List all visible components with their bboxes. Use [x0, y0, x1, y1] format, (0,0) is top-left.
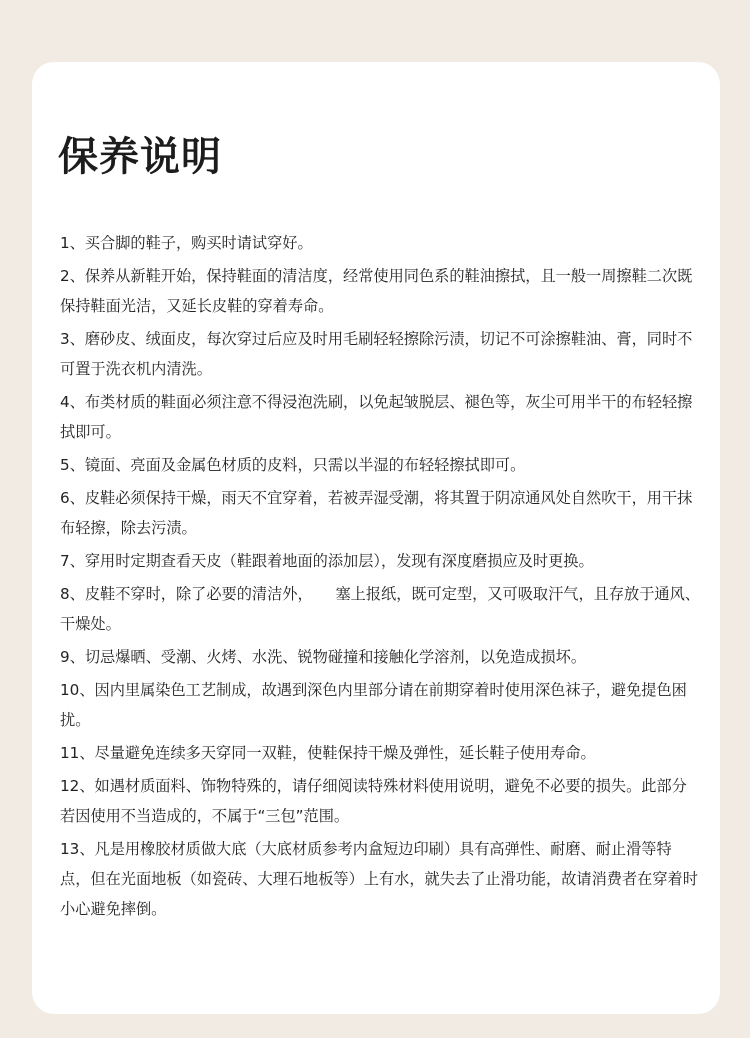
- instruction-item-5: 5、镜面、亮面及金属色材质的皮料，只需以半湿的布轻轻擦拭即可。: [60, 456, 526, 474]
- instruction-item-2: 2、保养从新鞋开始，保持鞋面的清洁度，经常使用同色系的鞋油擦拭，且一般一周擦鞋二次既保持鞋面光洁，又延长皮鞋的穿着寿命。: [60, 267, 693, 315]
- page-title: 保养说明: [58, 134, 222, 180]
- instruction-item-4: 4、布类材质的鞋面必须注意不得浸泡洗刷，以免起皱脱层、褪色等，灰尘可用半干的布轻轻擦拭即可。: [60, 393, 693, 441]
- instructions-list: [60, 228, 700, 927]
- instruction-item-3: 3、磨砂皮、绒面皮，每次穿过后应及时用毛刷轻轻擦除污渍，切记不可涂擦鞋油、膏，同时不可置于洗衣机内清洗。: [60, 330, 693, 378]
- instruction-item-11: 11、尽量避免连续多天穿同一双鞋，使鞋保持干燥及弹性，延长鞋子使用寿命。: [60, 744, 596, 762]
- instruction-item-6: 6、皮鞋必须保持干燥，雨天不宜穿着，若被弄湿受潮，将其置于阴凉通风处自然吹干，用干抹布轻擦，除去污渍。: [60, 489, 693, 537]
- instruction-item-7: 7、穿用时定期查看天皮（鞋跟着地面的添加层），发现有深度磨损应及时更换。: [60, 552, 594, 570]
- care-instructions-card: [32, 62, 720, 1014]
- instruction-item-10: 10、因内里属染色工艺制成，故遇到深色内里部分请在前期穿着时使用深色袜子，避免提色困扰。: [60, 681, 687, 729]
- instruction-item-13: 13、凡是用橡胶材质做大底（大底材质参考内盒短边印刷）具有高弹性、耐磨、耐止滑等特点，但在光面地板（如瓷砖、大理石地板等）上有水，就失去了止滑功能，故请消费者在穿着时小心避免摔倒。: [60, 840, 698, 918]
- instruction-item-1: 1、买合脚的鞋子，购买时请试穿好。: [60, 234, 313, 252]
- instruction-item-12: 12、如遇材质面料、饰物特殊的，请仔细阅读特殊材料使用说明，避免不必要的损失。此部分若因使用不当造成的，不属于“三包”范围。: [60, 777, 687, 825]
- instruction-item-8: 8、皮鞋不穿时，除了必要的清洁外， 塞上报纸，既可定型，又可吸取汗气，且存放于通风、干燥处。: [60, 585, 700, 633]
- instruction-item-9: 9、切忌爆晒、受潮、火烤、水洗、锐物碰撞和接触化学溶剂，以免造成损坏。: [60, 648, 587, 666]
